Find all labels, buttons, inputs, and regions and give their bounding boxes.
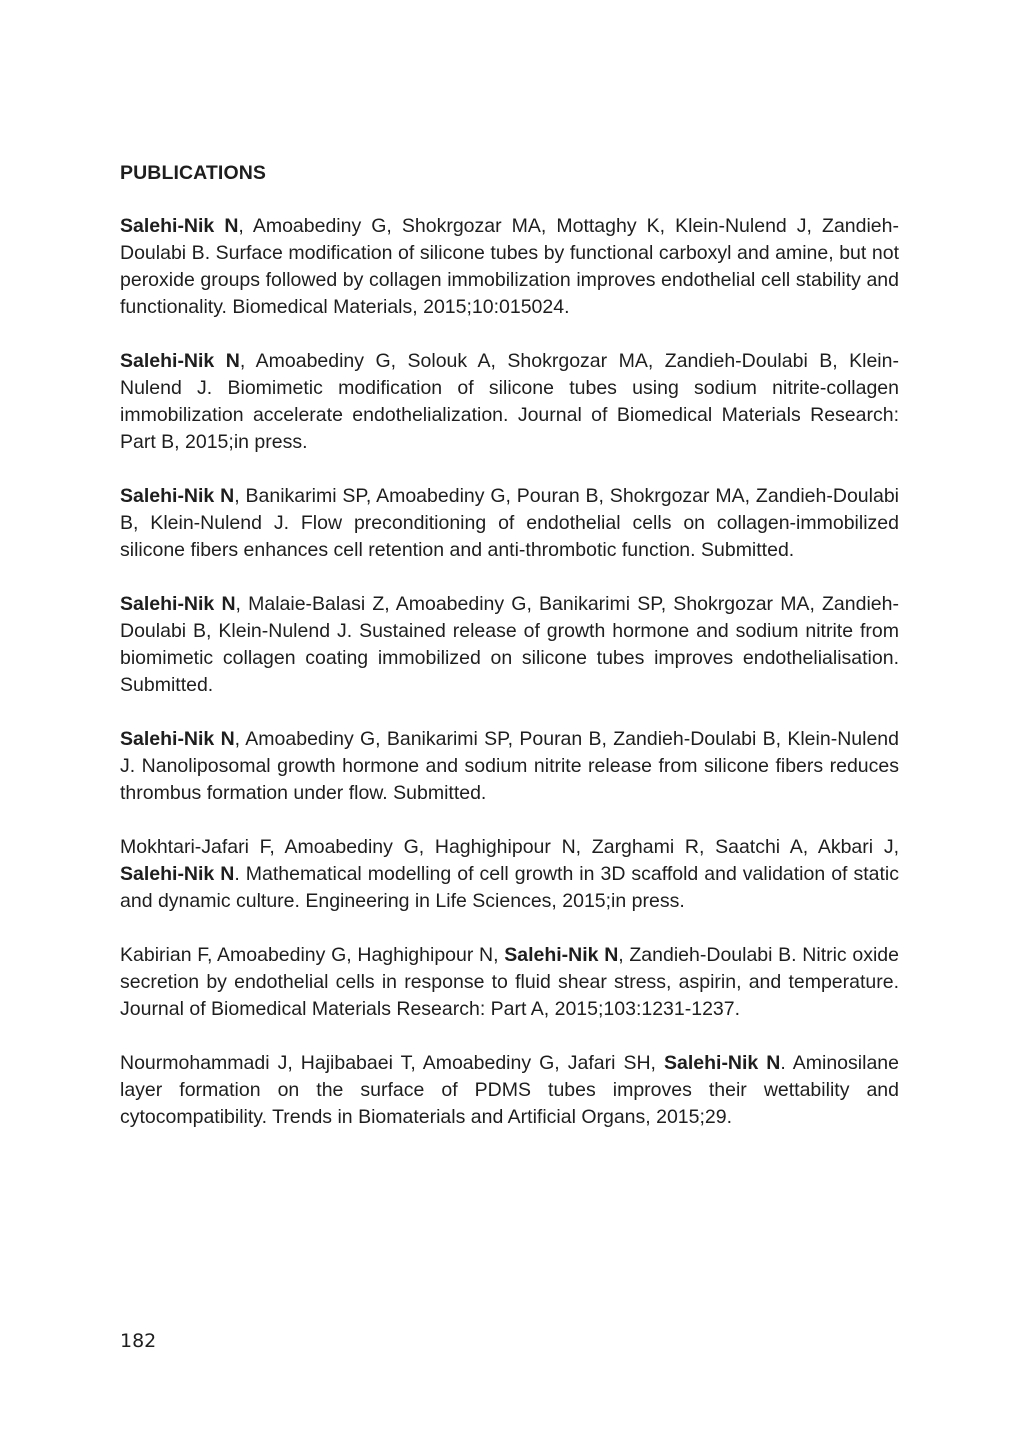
publication-entry [120,591,899,699]
publication-entry [120,348,899,456]
citation-rest: , Banikarimi SP, Amoabediny G, Pouran B, Shokrgozar MA, Zandieh-Doulabi B, Klein-Nulend J. Flow preconditioning of endothelial cells on collagen-immobilized silicone fibers enhances cell retention and anti-thrombotic function. Submitted. [120,485,899,561]
publication-entry [120,213,899,321]
authors-before: Mokhtari-Jafari F, Amoabediny G, Haghighipour N, Zarghami R, Saatchi A, Akbari J, [120,836,899,858]
authors-before: Nourmohammadi J, Hajibabaei T, Amoabediny G, Jafari SH, [120,1052,664,1074]
publications-section [120,160,899,1158]
highlighted-author: Salehi-Nik N [120,350,240,372]
citation-rest: , Zandieh-Doulabi B. Nitric oxide secretion by endothelial cells in response to fluid shear stress, aspirin, and temperature. Journal of Biomedical Materials Research: Part A, 2015;103:1231-1237. [120,944,899,1020]
highlighted-author: Salehi-Nik N [120,863,235,885]
highlighted-author: Salehi-Nik N [120,728,235,750]
highlighted-author: Salehi-Nik N [120,215,239,237]
page-number: 182 [120,1330,157,1352]
citation-rest: , Amoabediny G, Solouk A, Shokrgozar MA, Zandieh-Doulabi B, Klein-Nulend J. Biomimetic modification of silicone tubes using sodium nitrite-collagen immobilization accelerate endothelialization. Journal of Biomedical Materials Research: Part B, 2015;in press. [120,350,899,453]
citation-rest: . Mathematical modelling of cell growth in 3D scaffold and validation of static and dynamic culture. Engineering in Life Sciences, 2015;in press. [120,863,899,912]
publication-entry [120,1050,899,1131]
citation-rest: . Aminosilane layer formation on the surface of PDMS tubes improves their wettability and cytocompatibility. Trends in Biomaterials and Artificial Organs, 2015;29. [120,1052,899,1128]
section-heading: PUBLICATIONS [120,162,267,184]
highlighted-author: Salehi-Nik N [120,485,235,507]
authors-before: Kabirian F, Amoabediny G, Haghighipour N, [120,944,505,966]
citation-rest: , Malaie-Balasi Z, Amoabediny G, Banikarimi SP, Shokrgozar MA, Zandieh-Doulabi B, Klein-Nulend J. Sustained release of growth hormone and sodium nitrite from biomimetic collagen coating immobilized on silicone tubes improves endothelialisation. Submitted. [120,593,899,696]
publication-entry [120,483,899,564]
highlighted-author: Salehi-Nik N [664,1052,781,1074]
citation-rest: , Amoabediny G, Banikarimi SP, Pouran B, Zandieh-Doulabi B, Klein-Nulend J. Nanoliposomal growth hormone and sodium nitrite release from silicone fibers reduces thrombus formation under flow. Submitted. [120,728,899,804]
citation-rest: , Amoabediny G, Shokrgozar MA, Mottaghy K, Klein-Nulend J, Zandieh-Doulabi B. Surface modification of silicone tubes by functional carboxyl and amine, but not peroxide groups followed by collagen immobilization improves endothelial cell stability and functionality. Biomedical Materials, 2015;10:015024. [120,215,899,318]
publication-entry [120,834,899,915]
highlighted-author: Salehi-Nik N [120,593,236,615]
publication-entry [120,942,899,1023]
publication-entry [120,726,899,807]
highlighted-author: Salehi-Nik N [504,944,619,966]
